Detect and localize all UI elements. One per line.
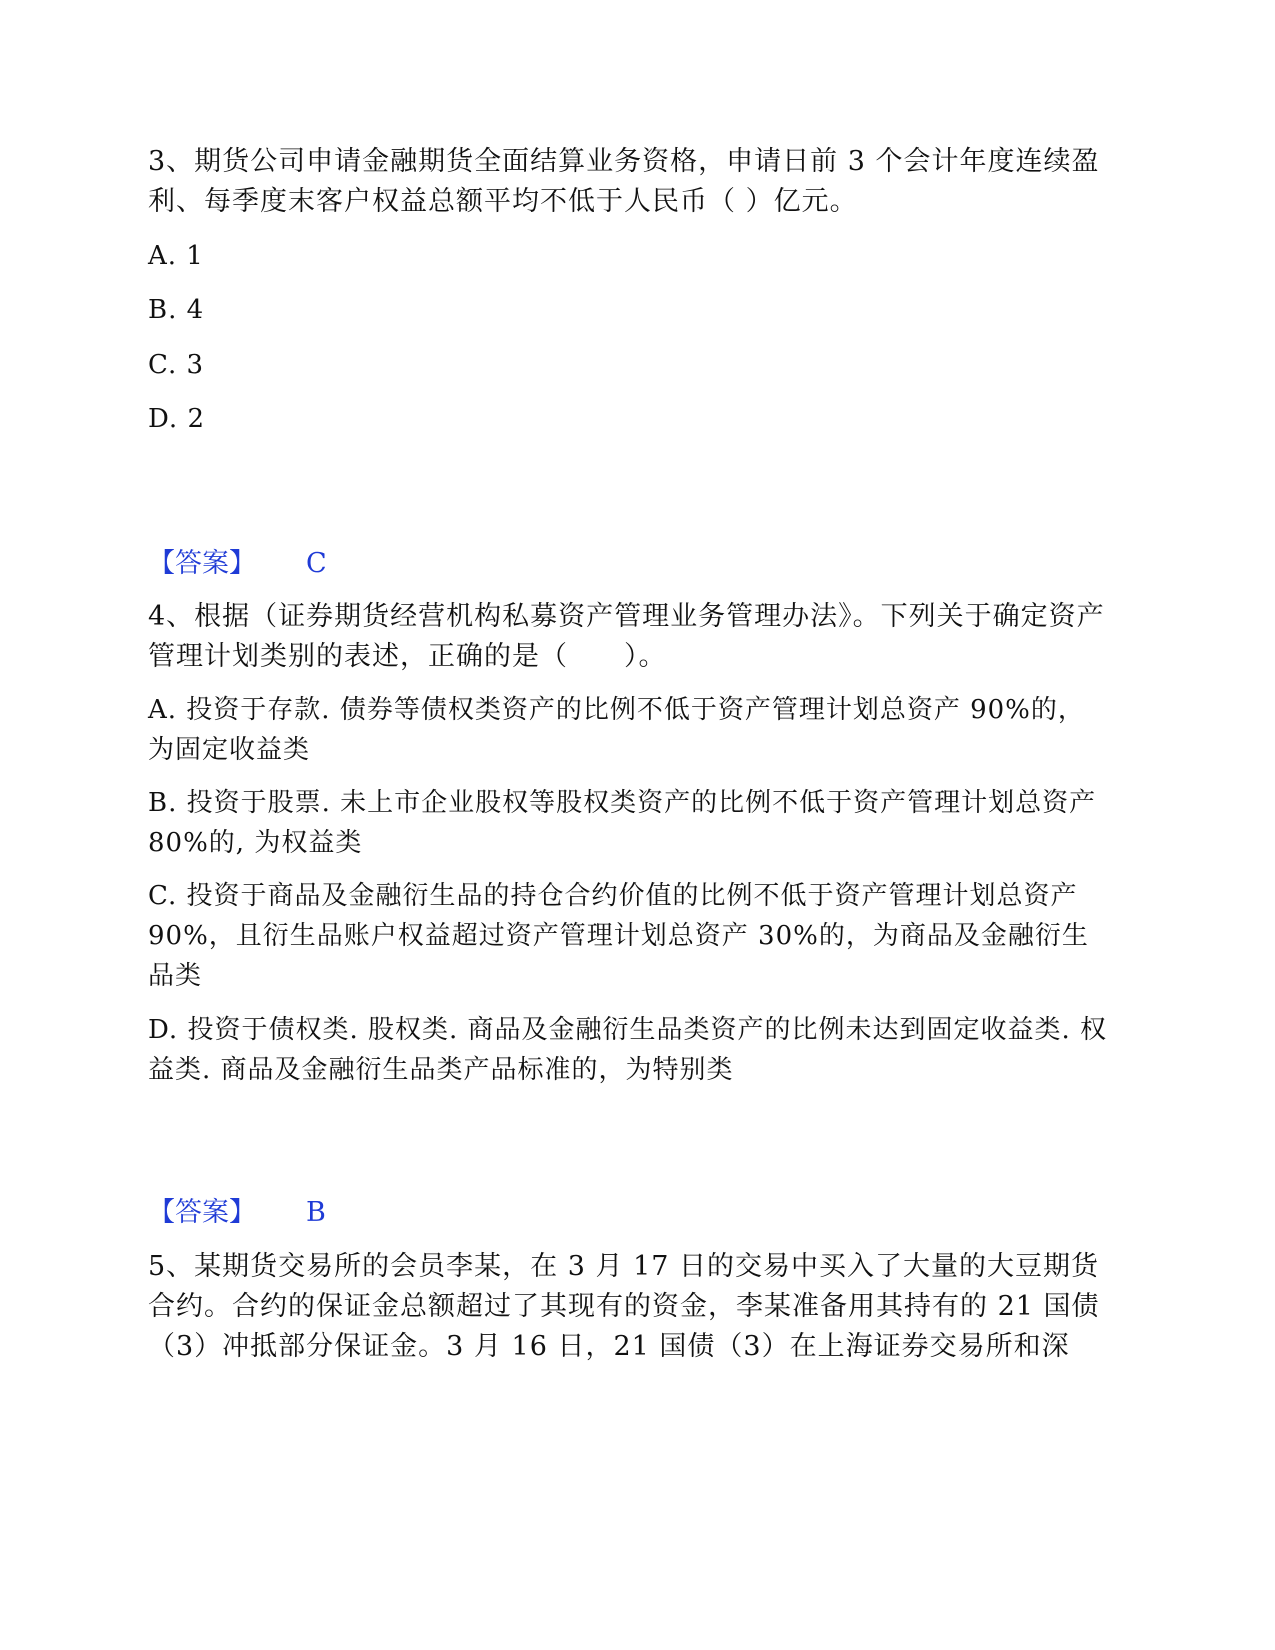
- answer-value: B: [306, 1197, 326, 1228]
- question-3-answer: [148, 544, 327, 584]
- question-4-option-c: C. 投资于商品及金融衍生品的持仓合约价值的比例不低于资产管理计划总资产 90%，且衍生品账户权益超过资产管理计划总资产 30%的，为商品及金融衍生品类: [148, 881, 1089, 991]
- question-4-option-d: D. 投资于债权类. 股权类. 商品及金融衍生品类资产的比例未达到固定收益类. 权益类. 商品及金融衍生品类产品标准的，为特别类: [148, 1015, 1108, 1085]
- question-4-stem: 4、根据（证券期货经营机构私募资产管理业务管理办法》。下列关于确定资产管理计划类别的表述，正确的是（ ）。: [148, 601, 1105, 672]
- answer-value: C: [306, 548, 327, 579]
- question-3-option-a: A. 1: [148, 241, 204, 271]
- question-3-option-c: C. 3: [148, 350, 205, 380]
- question-3-option-d: D. 2: [148, 404, 205, 434]
- question-4-answer: [148, 1193, 326, 1233]
- question-5-stem: 5、某期货交易所的会员李某，在 3 月 17 日的交易中买入了大量的大豆期货合约。合约的保证金总额超过了其现有的资金，李某准备用其持有的 21 国债（3）冲抵部分保证金。3 月 16 日，21 国债（3）在上海证券交易所和深: [148, 1251, 1100, 1362]
- question-4-option-b: B. 投资于股票. 未上市企业股权等股权类资产的比例不低于资产管理计划总资产 80%的, 为权益类: [148, 788, 1097, 858]
- answer-label: 【答案】: [148, 548, 256, 579]
- question-3-stem: 3、期货公司申请金融期货全面结算业务资格，申请日前 3 个会计年度连续盈利、每季度末客户权益总额平均不低于人民币（ ）亿元。: [148, 146, 1100, 217]
- question-4-option-a: A. 投资于存款. 债券等债权类资产的比例不低于资产管理计划总资产 90%的，为固定收益类: [148, 695, 1085, 765]
- question-3-option-b: B. 4: [148, 295, 205, 325]
- answer-label: 【答案】: [148, 1197, 256, 1228]
